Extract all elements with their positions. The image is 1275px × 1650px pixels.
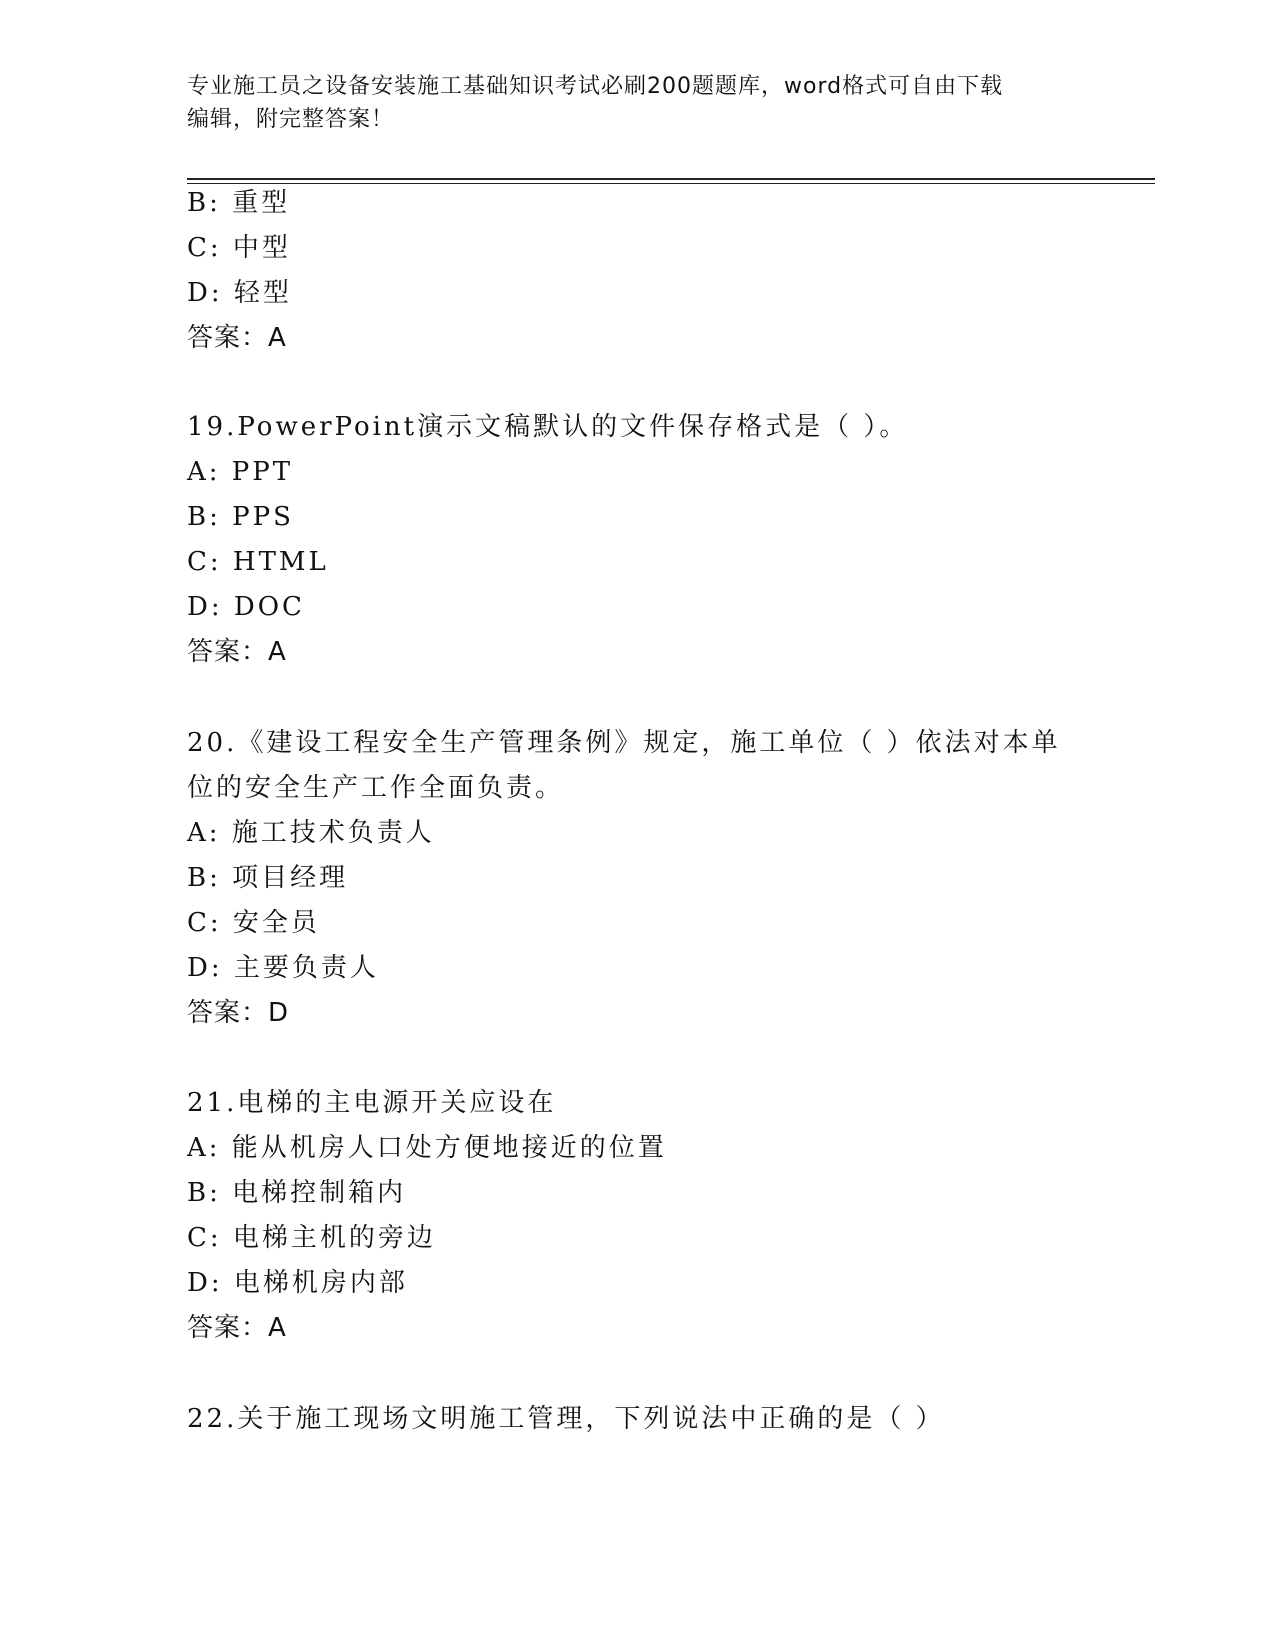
q18-option-d: D: 轻型 [187, 278, 292, 308]
q22-question: 22.关于施工现场文明施工管理，下列说法中正确的是（ ） [187, 1404, 945, 1434]
header-divider-thin [187, 183, 1155, 184]
q18-option-c: C: 中型 [187, 233, 291, 263]
q20-option-c: C: 安全员 [187, 908, 320, 938]
q18-option-b: B: 重型 [187, 188, 291, 218]
q19-option-d: D: DOC [187, 592, 305, 622]
q18-answer: 答案：A [187, 323, 287, 353]
q20-option-a: A: 施工技术负责人 [187, 818, 435, 848]
q20-question-line1: 20.《建设工程安全生产管理条例》规定，施工单位（ ）依法对本单 [187, 728, 1061, 758]
q21-option-c: C: 电梯主机的旁边 [187, 1223, 436, 1253]
q19-option-a: A: PPT [187, 457, 294, 487]
q21-option-b: B: 电梯控制箱内 [187, 1178, 407, 1208]
q21-option-d: D: 电梯机房内部 [187, 1268, 408, 1298]
q20-question-line2: 位的安全生产工作全面负责。 [187, 773, 565, 803]
header-title-line1: 专业施工员之设备安装施工基础知识考试必刷200题题库，word格式可自由下载 [187, 74, 1004, 99]
q20-option-d: D: 主要负责人 [187, 953, 379, 983]
q21-answer: 答案：A [187, 1313, 287, 1343]
q20-answer: 答案：D [187, 998, 290, 1028]
header-divider-thick [187, 178, 1155, 180]
q19-answer: 答案：A [187, 637, 287, 667]
q19-option-b: B: PPS [187, 502, 294, 532]
q21-option-a: A: 能从机房人口处方便地接近的位置 [187, 1133, 667, 1163]
q19-question: 19.PowerPoint演示文稿默认的文件保存格式是（ ）。 [187, 412, 909, 442]
q20-option-b: B: 项目经理 [187, 863, 349, 893]
header-title-line2: 编辑，附完整答案！ [187, 107, 395, 132]
document-header [187, 70, 1087, 136]
q21-question: 21.电梯的主电源开关应设在 [187, 1088, 557, 1118]
q19-option-c: C: HTML [187, 547, 329, 577]
